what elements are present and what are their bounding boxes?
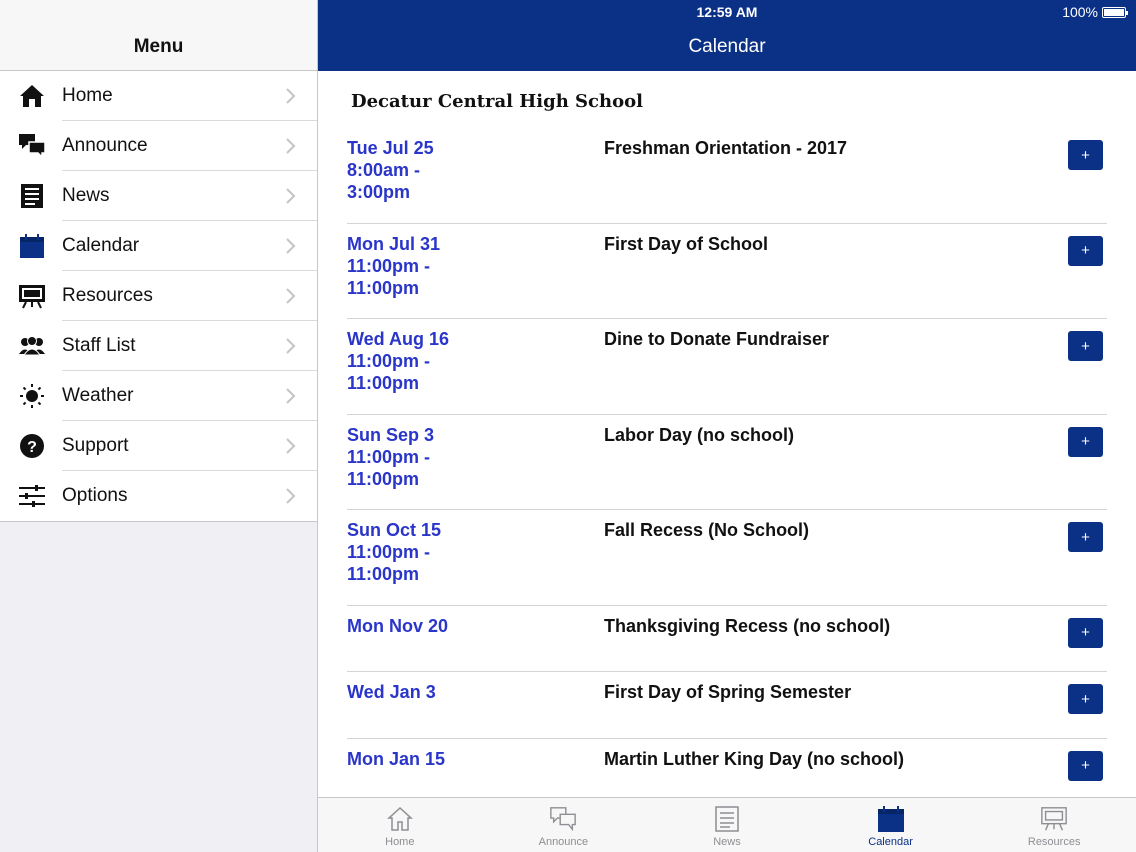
- sidebar-item-label: Calendar: [62, 235, 140, 256]
- add-event-button[interactable]: +: [1068, 751, 1103, 781]
- tab-bar: [318, 797, 1136, 852]
- easel-icon: [18, 282, 46, 310]
- battery-percent: 100%: [1062, 4, 1098, 20]
- sliders-icon: [18, 482, 46, 510]
- sidebar-title: Menu: [133, 36, 184, 57]
- tab-news[interactable]: [645, 798, 809, 852]
- chat-bubbles-icon: [18, 132, 46, 160]
- main-content: [318, 0, 1136, 852]
- event-row[interactable]: [347, 606, 1107, 673]
- tab-announce[interactable]: [482, 798, 646, 852]
- add-event-button[interactable]: +: [1068, 140, 1103, 170]
- sidebar-item-staff-list[interactable]: [0, 321, 317, 371]
- calendar-icon: [18, 232, 46, 260]
- sidebar-item-weather[interactable]: [0, 371, 317, 421]
- event-row[interactable]: [347, 510, 1107, 606]
- tab-calendar[interactable]: [809, 798, 973, 852]
- sidebar-item-label: Resources: [62, 285, 153, 306]
- tab-home[interactable]: [318, 798, 482, 852]
- chevron-right-icon: [285, 137, 297, 155]
- event-title: First Day of School: [604, 233, 769, 254]
- svg-text:?: ?: [27, 439, 37, 456]
- people-icon: [18, 332, 46, 360]
- event-title: Freshman Orientation - 2017: [604, 138, 848, 158]
- sidebar-item-options[interactable]: [0, 471, 317, 521]
- calendar-icon: [877, 804, 905, 834]
- tab-label: Home: [385, 836, 415, 848]
- sidebar-item-label: Staff List: [62, 335, 136, 356]
- event-date: Sun Sep 3 11:00pm - 11:00pm: [347, 424, 435, 489]
- page-title: Calendar: [688, 36, 766, 57]
- easel-icon: [1040, 804, 1068, 834]
- event-title: Martin Luther King Day (no school): [604, 748, 904, 769]
- sidebar-item-announce[interactable]: [0, 121, 317, 171]
- add-event-button[interactable]: +: [1068, 427, 1103, 457]
- sidebar-header: [0, 0, 317, 71]
- event-row[interactable]: [347, 672, 1107, 739]
- event-title: Dine to Donate Fundraiser: [604, 329, 830, 349]
- tab-label: Calendar: [868, 836, 913, 848]
- event-date: Tue Jul 25 8:00am - 3:00pm: [347, 138, 434, 202]
- chevron-right-icon: [285, 237, 297, 255]
- status-time: 12:59 AM: [696, 4, 758, 20]
- home-icon: [18, 82, 46, 110]
- chat-bubbles-icon: [549, 804, 577, 834]
- add-event-button[interactable]: +: [1068, 684, 1103, 714]
- event-row[interactable]: [347, 415, 1107, 511]
- add-event-button[interactable]: +: [1068, 522, 1103, 552]
- sidebar-item-label: Options: [62, 485, 128, 506]
- chevron-right-icon: [285, 387, 297, 405]
- sidebar-item-support[interactable]: [0, 421, 317, 471]
- event-date: Sun Oct 15 11:00pm - 11:00pm: [347, 520, 442, 584]
- event-date: Mon Jul 31 11:00pm - 11:00pm: [347, 233, 441, 298]
- event-date: Mon Nov 20: [347, 615, 449, 636]
- event-date: Wed Jan 3: [347, 682, 436, 702]
- tab-label: News: [713, 836, 741, 848]
- tab-label: Announce: [538, 836, 589, 848]
- chevron-right-icon: [285, 487, 297, 505]
- chevron-right-icon: [285, 337, 297, 355]
- newspaper-icon: [713, 804, 741, 834]
- event-row[interactable]: [347, 739, 1107, 806]
- sidebar-item-label: Announce: [62, 135, 148, 156]
- chevron-right-icon: [285, 87, 297, 105]
- event-date: Mon Jan 15: [347, 748, 446, 769]
- sidebar-item-label: Home: [62, 85, 113, 106]
- newspaper-icon: [18, 182, 46, 210]
- event-title: Fall Recess (No School): [604, 520, 810, 540]
- menu-list: [0, 71, 317, 522]
- add-event-button[interactable]: +: [1068, 618, 1103, 648]
- home-icon: [386, 804, 414, 834]
- event-list: [347, 128, 1107, 805]
- event-row[interactable]: [347, 128, 1107, 224]
- add-event-button[interactable]: +: [1068, 331, 1103, 361]
- battery-icon: [1102, 7, 1126, 18]
- status-battery: [1062, 4, 1126, 20]
- event-title: Labor Day (no school): [604, 424, 795, 445]
- sidebar-item-resources[interactable]: [0, 271, 317, 321]
- sun-icon: [18, 382, 46, 410]
- event-title: Thanksgiving Recess (no school): [604, 615, 891, 636]
- event-row[interactable]: [347, 319, 1107, 415]
- event-date: Wed Aug 16 11:00pm - 11:00pm: [347, 329, 450, 393]
- chevron-right-icon: [285, 437, 297, 455]
- add-event-button[interactable]: +: [1068, 236, 1103, 266]
- sidebar-item-calendar[interactable]: [0, 221, 317, 271]
- tab-resources[interactable]: [972, 798, 1136, 852]
- chevron-right-icon: [285, 287, 297, 305]
- sidebar-item-news[interactable]: [0, 171, 317, 221]
- tab-label: Resources: [1027, 836, 1081, 848]
- sidebar: [0, 0, 318, 852]
- chevron-right-icon: [285, 187, 297, 205]
- sidebar-item-label: News: [62, 185, 110, 206]
- nav-bar: [318, 0, 1136, 71]
- sidebar-item-home[interactable]: [0, 71, 317, 121]
- event-row[interactable]: [347, 224, 1107, 320]
- event-title: First Day of Spring Semester: [604, 682, 852, 702]
- sidebar-item-label: Support: [62, 435, 129, 456]
- school-name: Decatur Central High School: [351, 91, 643, 112]
- help-icon: [18, 432, 46, 460]
- sidebar-item-label: Weather: [62, 385, 134, 406]
